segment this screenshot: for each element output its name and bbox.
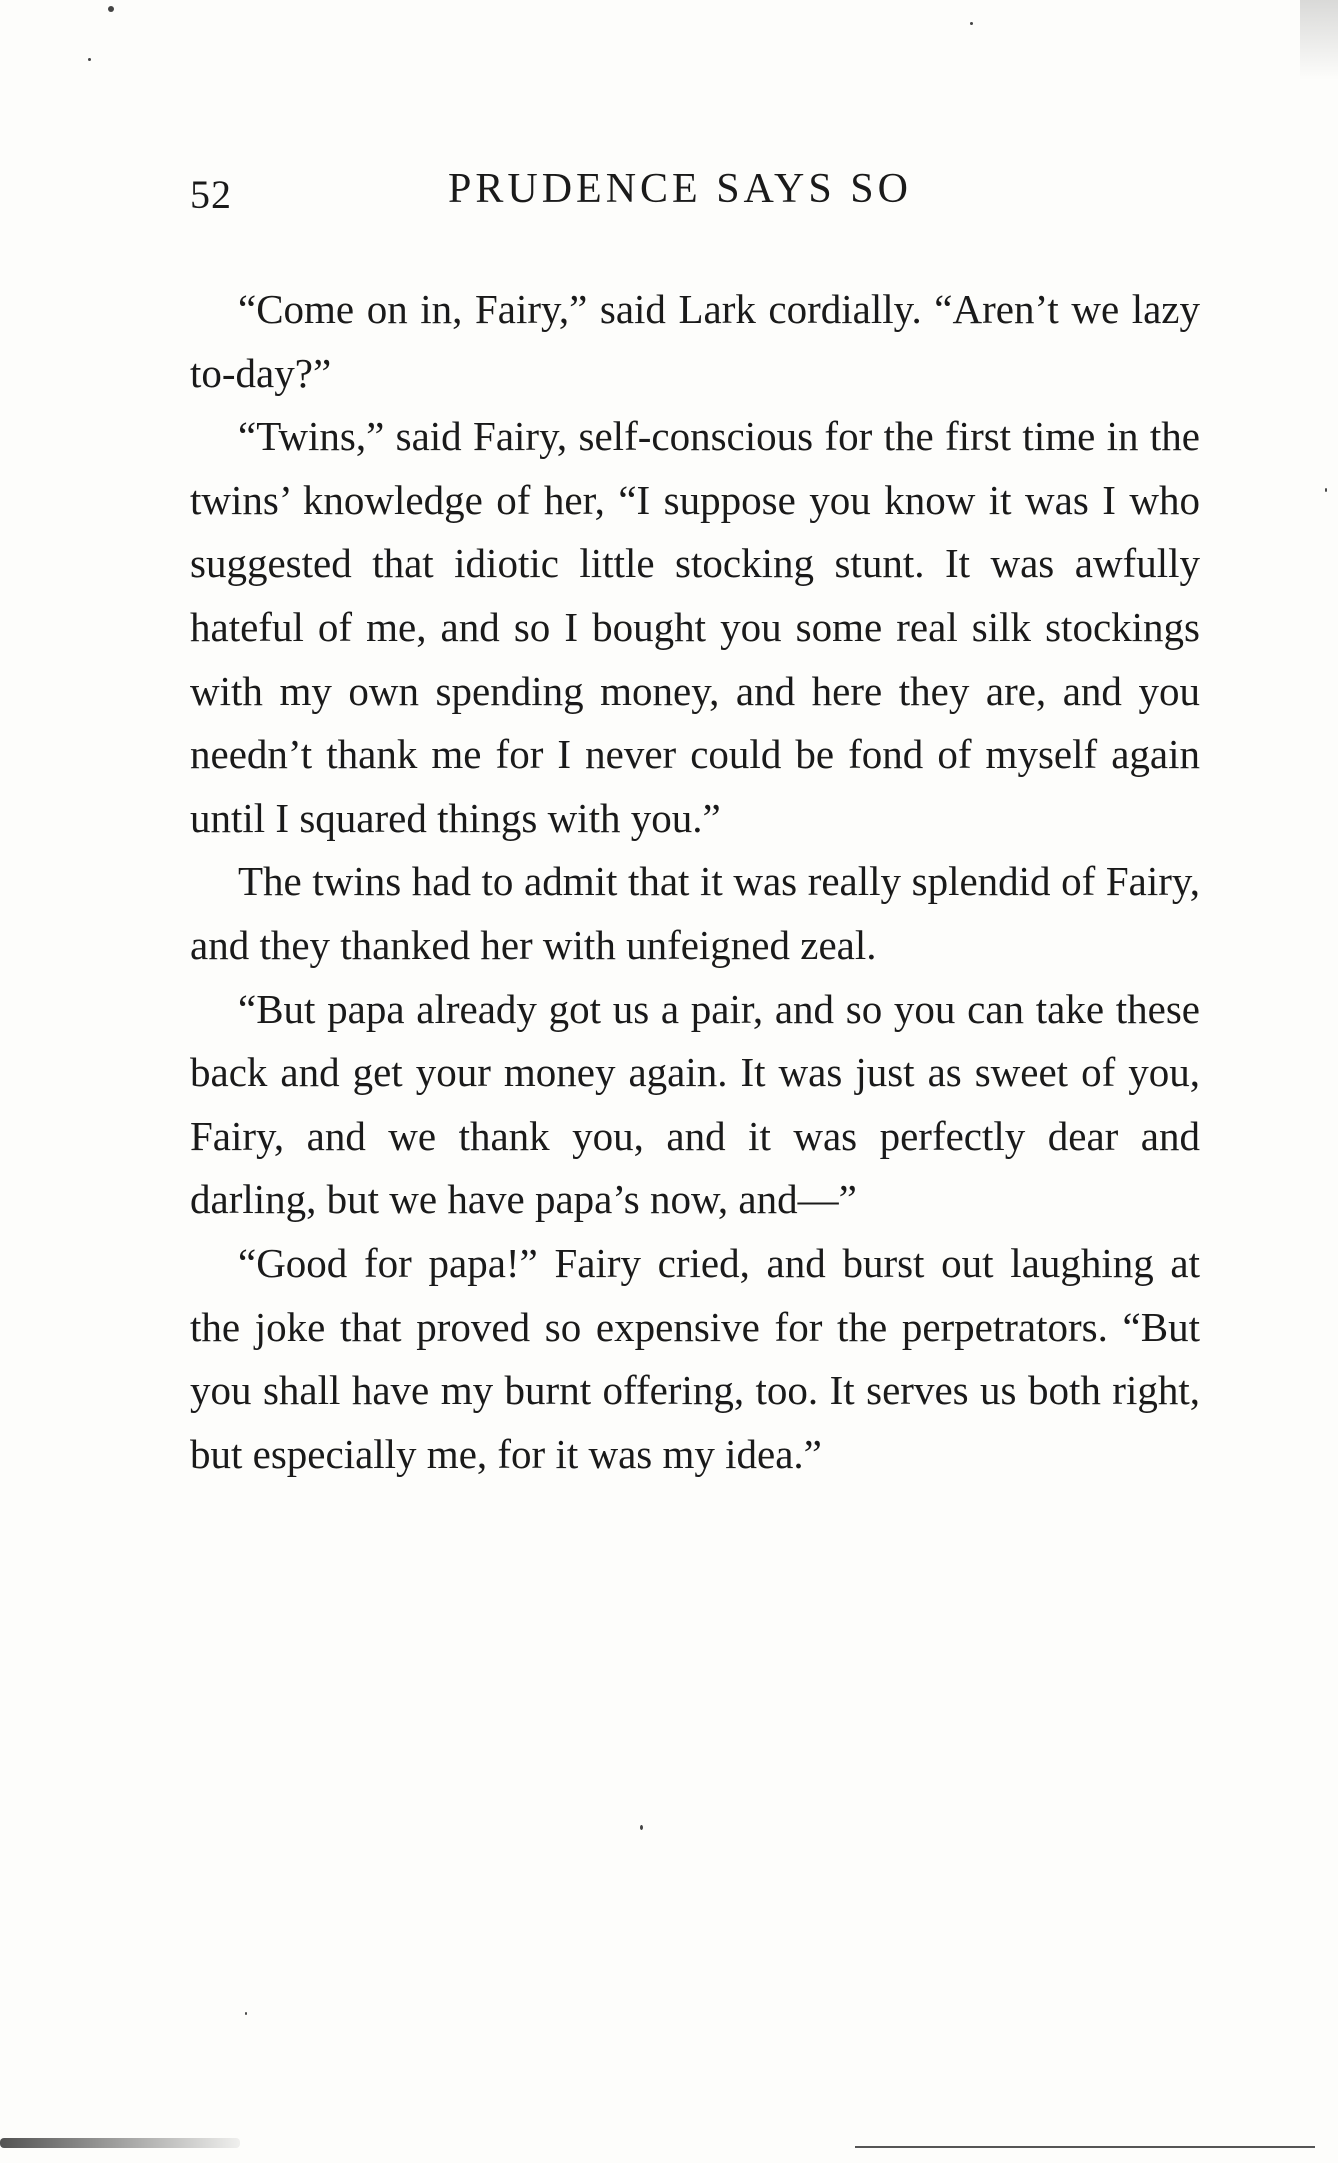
scan-speck: [88, 58, 91, 61]
running-title: PRUDENCE SAYS SO: [448, 166, 912, 212]
scan-smudge: [1300, 0, 1338, 80]
paragraph: “Come on in, Fairy,” said Lark cordially. “Aren’t we lazy to-day?”: [190, 286, 1200, 396]
paragraph: “Good for papa!” Fairy cried, and burst out laughing at the joke that proved so expensive for the perpetrators. “But you shall have my burnt offering, too. It serves us both right, but especially me, for it was my idea.”: [190, 1239, 1200, 1477]
scan-speck: [970, 22, 973, 25]
page-number: 52: [190, 172, 232, 217]
body-text: [190, 278, 1200, 1486]
scan-edge-line: [855, 2146, 1315, 2148]
scan-speck: [640, 1825, 643, 1830]
scan-speck: [245, 2012, 247, 2015]
paragraph: The twins had to admit that it was really splendid of Fairy, and they thanked her with unfeigned zeal.: [190, 858, 1200, 968]
paragraph: “But papa already got us a pair, and so you can take these back and get your money again. It was just as sweet of you, Fairy, and we thank you, and it was perfectly dear and darling, but we have papa’s now, and—”: [190, 985, 1200, 1223]
scan-smudge: [0, 2138, 240, 2148]
page-header: [190, 165, 1200, 225]
scan-speck: [108, 6, 114, 12]
paragraph: “Twins,” said Fairy, self-conscious for the first time in the twins’ knowledge of her, “I suppose you know it was I who suggested that idiotic little stocking stunt. It was awfully hateful of me, and so I bought you some real silk stockings with my own spending money, and here they are, and you needn’t thank me for I never could be fond of myself again until I squared things with you.”: [190, 413, 1200, 841]
scan-speck: [1325, 488, 1327, 492]
